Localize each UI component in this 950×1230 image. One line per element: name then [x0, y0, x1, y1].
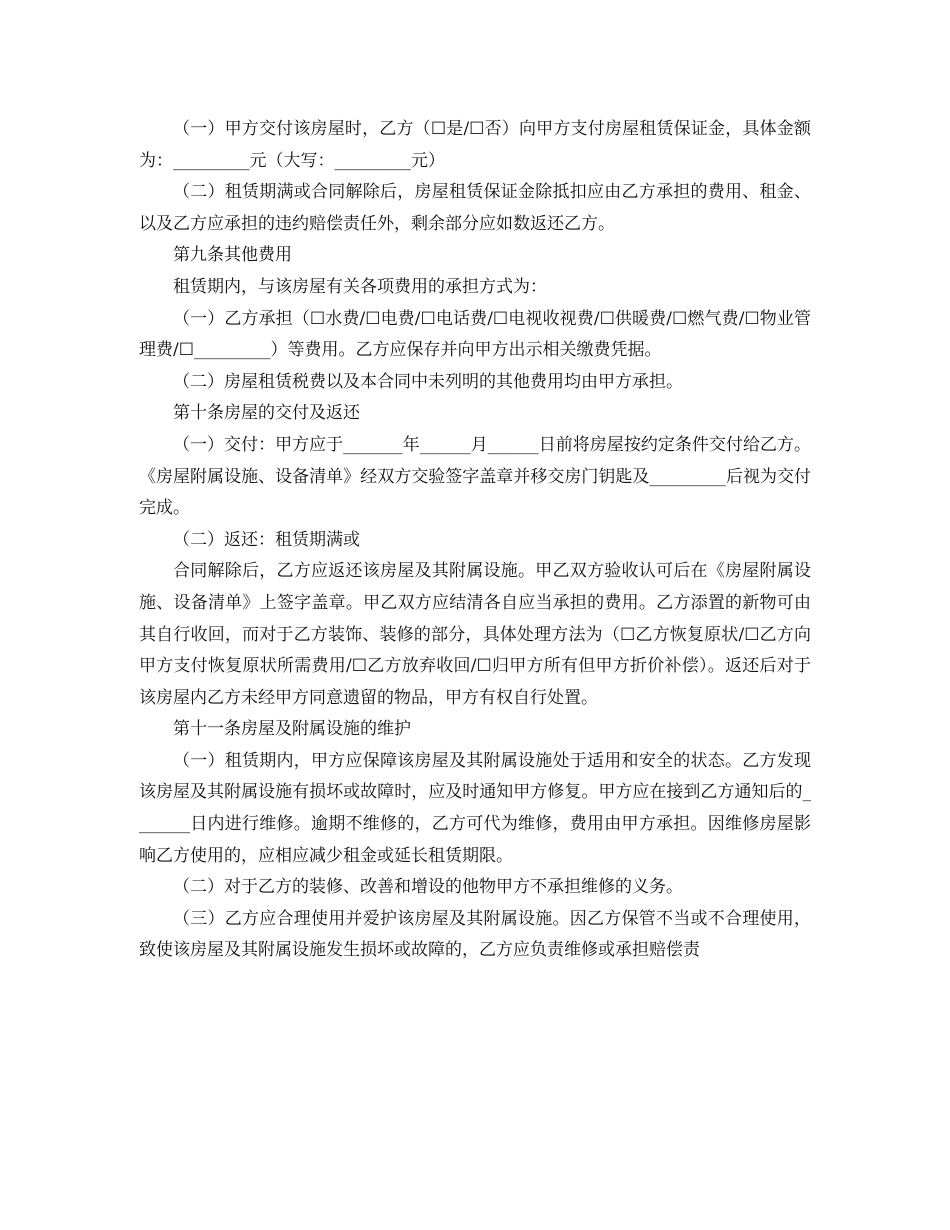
section-heading-article-11: 第十一条房屋及附属设施的维护 — [173, 719, 411, 740]
clause-delivery: （一）交付：甲方应于_______年______月______日前将房屋按约定条件交付给乙方。《房屋附属设施、设备清单》经双方交验签字盖章并移交房门钥匙及_________后视为交付完成。 — [139, 434, 811, 519]
clause-deposit-refund: （二）租赁期满或合同解除后，房屋租赁保证金除抵扣应由乙方承担的费用、租金、以及乙方应承担的违约赔偿责任外，剩余部分应如数返还乙方。 — [139, 182, 811, 234]
document-body — [139, 114, 811, 967]
clause-tenant-fees: （一）乙方承担（☐水费/☐电费/☐电话费/☐电视收视费/☐供暖费/☐燃气费/☐物业管理费/☐_________）等费用。乙方应保存并向甲方出示相关缴费凭据。 — [139, 308, 811, 361]
section-heading-article-9: 第九条其他费用 — [173, 245, 292, 266]
clause-fees-intro: 租赁期内，与该房屋有关各项费用的承担方式为： — [173, 276, 547, 297]
section-heading-article-10: 第十条房屋的交付及返还 — [173, 403, 360, 424]
clause-return-intro: （二）返还：租赁期满或 — [173, 529, 360, 550]
clause-landlord-fees: （二）房屋租赁税费以及本合同中未列明的其他费用均由甲方承担。 — [173, 371, 683, 392]
clause-maintenance-exclusion: （二）对于乙方的装修、改善和增设的他物甲方不承担维修的义务。 — [173, 877, 683, 898]
clause-return-details: 合同解除后，乙方应返还该房屋及其附属设施。甲乙双方验收认可后在《房屋附属设施、设备清单》上签字盖章。甲乙双方应结清各自应当承担的费用。乙方添置的新物可由其自行收回，而对于乙方装饰、装修的部分，具体处理方法为（☐乙方恢复原状/☐乙方向甲方支付恢复原状所需费用/☐乙方放弃收回/☐归甲方所有但甲方折价补偿）。返还后对于该房屋内乙方未经甲方同意遗留的物品，甲方有权自行处置。 — [139, 561, 811, 708]
clause-maintenance-tenant: （三）乙方应合理使用并爱护该房屋及其附属设施。因乙方保管不当或不合理使用，致使该房屋及其附属设施发生损坏或故障的，乙方应负责维修或承担赔偿责 — [139, 908, 811, 961]
clause-deposit-payment: （一）甲方交付该房屋时，乙方（☐是/☐否）向甲方支付房屋租赁保证金，具体金额为：_________元（大写：_________元） — [139, 119, 811, 171]
clause-maintenance-landlord: （一）租赁期内，甲方应保障该房屋及其附属设施处于适用和安全的状态。乙方发现该房屋及其附属设施有损坏或故障时，应及时通知甲方修复。甲方应在接到乙方通知后的_______日内进行维修。逾期不维修的，乙方可代为维修，费用由甲方承担。因维修房屋影响乙方使用的，应相应减少租金或延长租赁期限。 — [139, 750, 811, 866]
